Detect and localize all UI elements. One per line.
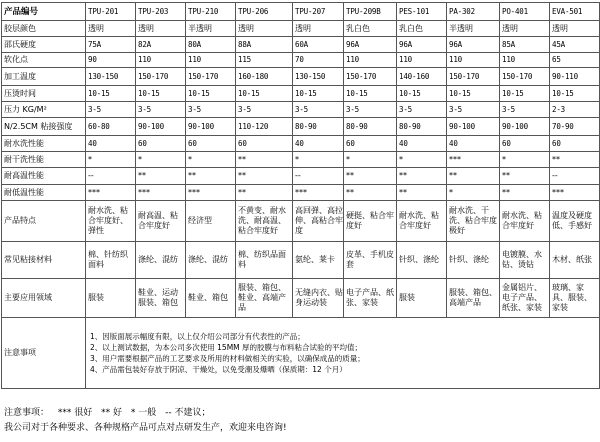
table-cell: *: [397, 152, 447, 168]
table-cell: 10-15: [550, 86, 600, 102]
table-cell: 透明: [136, 21, 186, 37]
note-item: 3、用户需要根据产品的工艺要求及所用的材料做相关的实验，以确保成品的质量；: [90, 354, 365, 363]
table-cell: 115: [236, 53, 293, 68]
table-cell: 针织、涤纶: [397, 242, 447, 279]
table-cell: 88A: [236, 37, 293, 53]
table-cell: 涤纶、混纺: [186, 242, 236, 279]
table-cell: 3-5: [500, 102, 550, 118]
table-cell: 60A: [293, 37, 344, 53]
table-cell: 2-3: [550, 102, 600, 118]
table-cell: 110: [397, 53, 447, 68]
table-cell: 透明: [86, 21, 136, 37]
table-cell: 40: [293, 136, 344, 152]
table-cell: 45A: [550, 37, 600, 53]
table-cell: **: [550, 152, 600, 168]
table-cell: 鞋业、运动服装、箱包: [136, 279, 186, 318]
table-cell: 90: [86, 53, 136, 68]
table-cell: *: [86, 152, 136, 168]
header-product-code: TPU-209B: [344, 3, 397, 21]
table-cell: ***: [550, 185, 600, 201]
table-cell: 氨纶、莱卡: [293, 242, 344, 279]
header-product-code: TPU-203: [136, 3, 186, 21]
table-header-row: [2, 3, 600, 21]
table-cell: 96A: [397, 37, 447, 53]
legend-not-recommended: -- 不建议；: [165, 408, 211, 418]
table-cell: 90-110: [550, 68, 600, 86]
table-cell: 60: [500, 136, 550, 152]
row-label: 压烫时间: [2, 86, 86, 102]
table-cell: 80-90: [397, 118, 447, 136]
table-row: [2, 102, 600, 118]
table-row: [2, 201, 600, 242]
table-cell: 乳白色: [397, 21, 447, 37]
table-cell: *: [136, 152, 186, 168]
table-cell: 60: [550, 136, 600, 152]
table-cell: 3-5: [397, 102, 447, 118]
table-cell: 3-5: [293, 102, 344, 118]
table-cell: 10-15: [293, 86, 344, 102]
table-cell: 75A: [86, 37, 136, 53]
table-cell: 3-5: [136, 102, 186, 118]
row-label: 耐低温性能: [2, 185, 86, 201]
table-cell: 针织、涤纶: [447, 242, 500, 279]
table-cell: 140-160: [397, 68, 447, 86]
table-cell: 电镀膜、水钻、烫钻: [500, 242, 550, 279]
table-cell: ***: [86, 185, 136, 201]
table-cell: 70-90: [550, 118, 600, 136]
header-product-code: TPU-201: [86, 3, 136, 21]
table-cell: 70: [293, 53, 344, 68]
table-cell: 10-15: [397, 86, 447, 102]
table-row: [2, 242, 600, 279]
table-cell: 96A: [344, 37, 397, 53]
notes-row: [2, 318, 600, 389]
table-cell: --: [550, 168, 600, 185]
rating-legend: [4, 408, 211, 419]
table-cell: 10-15: [136, 86, 186, 102]
note-item: 1、因版面展示幅度有限，以上仅介绍公司部分有代表性的产品；: [90, 332, 305, 341]
table-cell: 3-5: [447, 102, 500, 118]
row-label: 产品特点: [2, 201, 86, 242]
table-cell: 110: [344, 53, 397, 68]
table-cell: 150-170: [500, 68, 550, 86]
table-row: [2, 53, 600, 68]
table-cell: 棉、针纺织面料: [86, 242, 136, 279]
table-cell: 经济型: [186, 201, 236, 242]
table-cell: 3-5: [344, 102, 397, 118]
table-cell: --: [293, 168, 344, 185]
table-cell: 80-90: [344, 118, 397, 136]
table-cell: 服装: [86, 279, 136, 318]
row-label: 邵氏硬度: [2, 37, 86, 53]
table-cell: 90-100: [186, 118, 236, 136]
table-cell: 130-150: [293, 68, 344, 86]
legend-good: ** 好: [101, 408, 123, 418]
row-label: 常见粘接材料: [2, 242, 86, 279]
table-cell: 10-15: [186, 86, 236, 102]
row-label: 压力 KG/M²: [2, 102, 86, 118]
row-label: 加工温度: [2, 68, 86, 86]
table-cell: 80-90: [293, 118, 344, 136]
header-product-code: TPU-207: [293, 3, 344, 21]
table-cell: **: [236, 152, 293, 168]
table-cell: 150-170: [344, 68, 397, 86]
header-product-code: PA-302: [447, 3, 500, 21]
table-cell: 130-150: [86, 68, 136, 86]
table-cell: 110: [136, 53, 186, 68]
table-cell: 40: [397, 136, 447, 152]
table-cell: 透明: [236, 21, 293, 37]
table-cell: 温度及硬度低、手感好: [550, 201, 600, 242]
header-label: 产品编号: [2, 3, 86, 21]
table-cell: 60-80: [86, 118, 136, 136]
table-row: [2, 37, 600, 53]
legend-label: 注意事项：: [4, 408, 50, 418]
notes-label: 注意事项: [2, 318, 86, 389]
table-cell: 60: [136, 136, 186, 152]
table-cell: 玻璃、家具、服装、家装: [550, 279, 600, 318]
table-cell: *: [344, 152, 397, 168]
table-cell: 60: [186, 136, 236, 152]
table-cell: 110: [447, 53, 500, 68]
table-cell: 硬挺、粘合牢度好: [344, 201, 397, 242]
row-label: 耐水洗性能: [2, 136, 86, 152]
table-cell: --: [86, 168, 136, 185]
table-row: [2, 21, 600, 37]
table-cell: 耐水洗、干洗、粘合牢度极好: [447, 201, 500, 242]
table-cell: ***: [186, 185, 236, 201]
table-cell: 160-180: [236, 68, 293, 86]
table-cell: 90-100: [500, 118, 550, 136]
table-cell: 服装、箱包、鞋业、高端产品: [236, 279, 293, 318]
table-cell: 皮革、手机皮套: [344, 242, 397, 279]
table-row: [2, 185, 600, 201]
row-label: 软化点: [2, 53, 86, 68]
table-cell: **: [500, 168, 550, 185]
table-row: [2, 86, 600, 102]
table-cell: **: [500, 185, 550, 201]
table-cell: 金属铝片、电子产品、纸张、家装: [500, 279, 550, 318]
table-cell: **: [447, 168, 500, 185]
table-cell: **: [344, 185, 397, 201]
table-cell: 3-5: [236, 102, 293, 118]
table-cell: 鞋业、箱包: [186, 279, 236, 318]
table-cell: 10-15: [236, 86, 293, 102]
table-cell: ***: [293, 185, 344, 201]
table-cell: 服装: [397, 279, 447, 318]
table-cell: **: [397, 168, 447, 185]
table-cell: 10-15: [344, 86, 397, 102]
table-cell: 10-15: [86, 86, 136, 102]
table-cell: 150-170: [136, 68, 186, 86]
table-cell: 150-170: [186, 68, 236, 86]
table-cell: 耐水洗、粘合牢度好: [397, 201, 447, 242]
table-cell: 96A: [447, 37, 500, 53]
header-product-code: TPU-206: [236, 3, 293, 21]
table-cell: 60: [236, 136, 293, 152]
table-cell: 85A: [500, 37, 550, 53]
table-row: [2, 168, 600, 185]
table-cell: 150-170: [447, 68, 500, 86]
row-label: 胶层颜色: [2, 21, 86, 37]
table-cell: *: [500, 152, 550, 168]
table-cell: 木材、纸张: [550, 242, 600, 279]
table-cell: 耐高温、粘合牢度好: [136, 201, 186, 242]
table-cell: 65: [550, 53, 600, 68]
table-cell: **: [236, 168, 293, 185]
table-cell: 半透明: [186, 21, 236, 37]
table-cell: **: [236, 185, 293, 201]
table-row: [2, 118, 600, 136]
table-cell: 服装、箱包、高端产品: [447, 279, 500, 318]
table-cell: 80A: [186, 37, 236, 53]
table-cell: *: [186, 152, 236, 168]
table-cell: 棉、纺织品面料: [236, 242, 293, 279]
table-cell: *: [447, 185, 500, 201]
table-cell: 40: [447, 136, 500, 152]
note-item: 2、以上测试数据，为本公司多次使用 15MM 厚的胶膜与布料粘合试验的平均值；: [90, 343, 363, 352]
table-cell: **: [186, 168, 236, 185]
note-item: 4、产品需包装好存放于阴凉、干燥处，以免受潮及爆晒（保质期：12 个月）: [90, 365, 347, 374]
legend-excellent: *** 很好: [57, 408, 93, 418]
table-cell: 3-5: [186, 102, 236, 118]
header-product-code: EVA-501: [550, 3, 600, 21]
product-spec-table: [1, 2, 600, 389]
row-label: 耐高温性能: [2, 168, 86, 185]
table-cell: 90-100: [447, 118, 500, 136]
table-cell: **: [397, 185, 447, 201]
table-cell: *: [293, 152, 344, 168]
notes-list: [86, 318, 600, 389]
row-label: 耐干洗性能: [2, 152, 86, 168]
table-cell: 40: [86, 136, 136, 152]
header-product-code: PES-101: [397, 3, 447, 21]
contact-slogan: 我公司对于各种要求、各种规格产品可点对点研发生产，欢迎来电咨询!: [4, 423, 287, 433]
row-label: N/2.5CM 粘接强度: [2, 118, 86, 136]
table-cell: **: [344, 168, 397, 185]
table-row: [2, 152, 600, 168]
table-cell: 110: [186, 53, 236, 68]
table-cell: 耐水洗、粘合牢度好、弹性: [86, 201, 136, 242]
table-cell: **: [136, 168, 186, 185]
table-row: [2, 279, 600, 318]
row-label: 主要应用领域: [2, 279, 86, 318]
table-cell: 60: [344, 136, 397, 152]
table-cell: 透明: [293, 21, 344, 37]
table-cell: 电子产品、纸张、家装: [344, 279, 397, 318]
table-cell: 3-5: [86, 102, 136, 118]
table-cell: 透明: [500, 21, 550, 37]
header-product-code: PO-401: [500, 3, 550, 21]
table-cell: ***: [136, 185, 186, 201]
table-cell: 82A: [136, 37, 186, 53]
table-cell: ***: [447, 152, 500, 168]
table-cell: 高回弹、高拉伸、高粘合牢度: [293, 201, 344, 242]
table-row: [2, 68, 600, 86]
table-cell: 10-15: [447, 86, 500, 102]
table-cell: 半透明: [447, 21, 500, 37]
table-cell: 透明: [550, 21, 600, 37]
table-cell: 110-120: [236, 118, 293, 136]
table-cell: 耐水洗、粘合牢度好: [500, 201, 550, 242]
table-cell: 110: [500, 53, 550, 68]
table-cell: 无缝内衣、贴身运动装: [293, 279, 344, 318]
table-cell: 涤纶、混纺: [136, 242, 186, 279]
table-cell: 不黄变、耐水洗、耐高温、粘合牢度好: [236, 201, 293, 242]
table-row: [2, 136, 600, 152]
table-cell: 10-15: [500, 86, 550, 102]
legend-average: * 一般: [130, 408, 157, 418]
header-product-code: TPU-210: [186, 3, 236, 21]
table-cell: 乳白色: [344, 21, 397, 37]
table-cell: 90-100: [136, 118, 186, 136]
